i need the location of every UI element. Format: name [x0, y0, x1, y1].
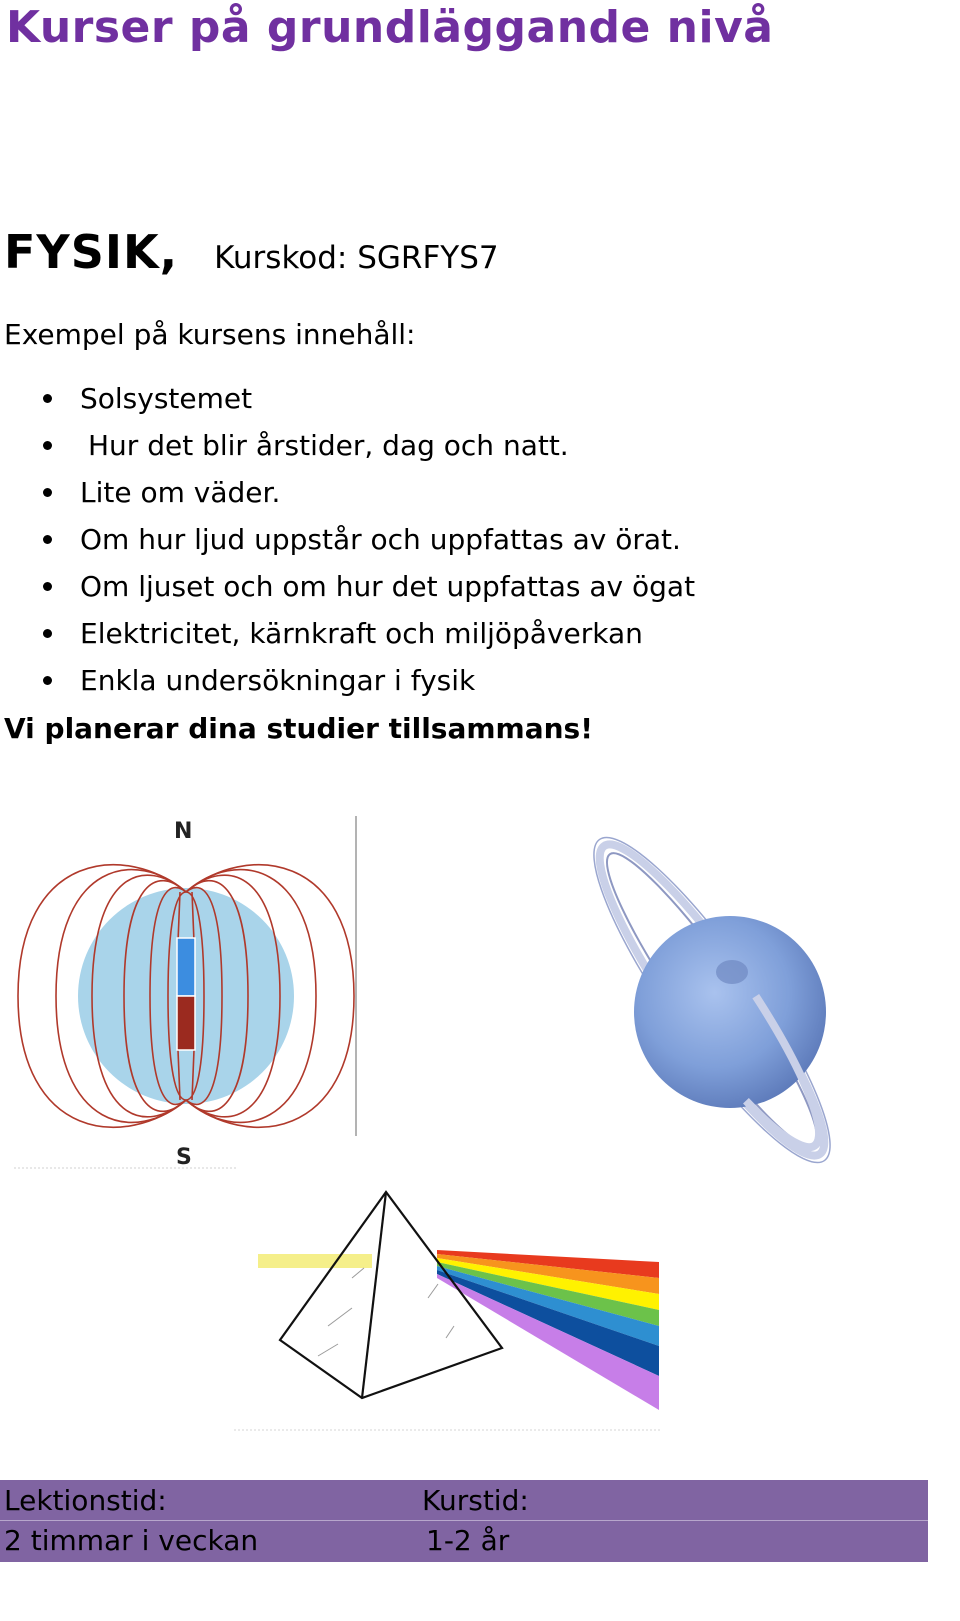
footer-divider	[0, 1520, 928, 1521]
topic-list	[0, 382, 695, 711]
magnet-north-pole	[177, 938, 195, 996]
bullet-icon	[43, 394, 52, 403]
list-item: Solsystemet	[0, 382, 695, 429]
course-duration-value: 1-2 år	[426, 1524, 510, 1557]
list-item: Enkla undersökningar i fysik	[0, 664, 695, 711]
course-name: FYSIK,	[4, 225, 179, 279]
lesson-time-value: 2 timmar i veckan	[4, 1524, 259, 1557]
closing-statement: Vi planerar dina studier tillsammans!	[4, 712, 593, 745]
planet-shape	[634, 916, 826, 1108]
bullet-icon	[43, 488, 52, 497]
list-item: Om hur ljud uppstår och uppfattas av örat.	[0, 523, 695, 570]
magnet-south-pole	[177, 996, 195, 1050]
list-item: Lite om väder.	[0, 476, 695, 523]
course-info-band	[0, 1480, 928, 1562]
bullet-icon	[43, 676, 52, 685]
lesson-time-label: Lektionstid:	[4, 1484, 167, 1517]
page-heading: Kurser på grundläggande nivå	[6, 2, 774, 53]
bullet-icon	[43, 629, 52, 638]
course-code: Kurskod: SGRFYS7	[214, 240, 499, 276]
course-title-line	[4, 225, 499, 279]
ringed-planet-illustration	[560, 822, 865, 1178]
bullet-icon	[43, 441, 52, 450]
list-item: Elektricitet, kärnkraft och miljöpåverkan	[0, 617, 695, 664]
list-item: Om ljuset och om hur det uppfattas av ögat	[0, 570, 695, 617]
north-label: N	[174, 819, 193, 844]
south-label: S	[176, 1145, 192, 1170]
list-item: Hur det blir årstider, dag och natt.	[0, 429, 695, 476]
course-duration-label: Kurstid:	[422, 1484, 529, 1517]
bullet-icon	[43, 582, 52, 591]
magnet-field-illustration	[10, 812, 370, 1174]
prism-light-illustration	[232, 1188, 662, 1432]
bullet-icon	[43, 535, 52, 544]
spectrum-rays	[437, 1250, 659, 1410]
content-intro: Exempel på kursens innehåll:	[4, 318, 416, 351]
light-beam	[258, 1254, 372, 1268]
